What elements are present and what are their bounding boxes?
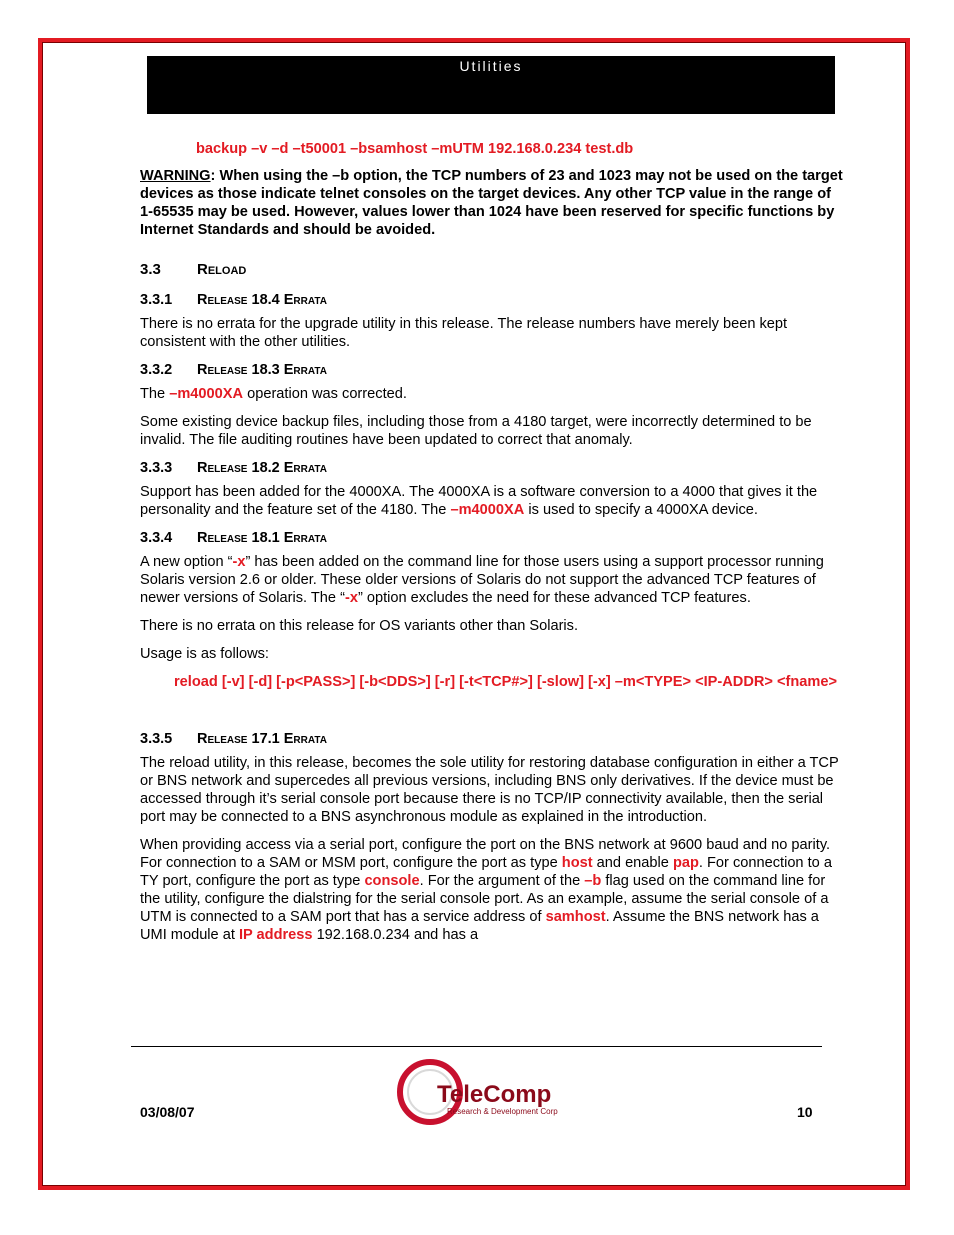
- subsection-heading-3-3-2: [140, 361, 844, 379]
- option-highlight: -x: [344, 590, 358, 606]
- subsection-title: Release 18.2 Errata: [197, 460, 327, 476]
- paragraph: [140, 385, 844, 403]
- subsection-heading-3-3-5: [140, 730, 844, 748]
- subsection-number: 3.3.5: [140, 731, 173, 747]
- text-run: and enable: [592, 855, 673, 871]
- text-run: operation was corrected.: [243, 386, 407, 402]
- text-run: . For connection to a TY port, configure the port as type: [140, 855, 832, 889]
- section-number: 3.3: [140, 261, 161, 278]
- logo-text: TeleComp: [437, 1081, 552, 1108]
- paragraph: Usage is as follows:: [140, 646, 269, 662]
- paragraph: [140, 483, 844, 519]
- subsection-title: Release 17.1 Errata: [197, 731, 327, 747]
- subsection-number: 3.3.4: [140, 530, 173, 546]
- keyword-highlight: pap: [672, 855, 699, 871]
- subsection-number: 3.3.1: [140, 292, 173, 308]
- warning-paragraph: [140, 167, 844, 239]
- backup-command: backup –v –d –t50001 –bsamhost –mUTM 192.168.0.234 test.db: [196, 141, 634, 157]
- text-run: ” has been added on the command line for those users using a support processor running Solaris version 2.6 or older. These older versions of Solaris do not support the advanced TCP features of newer versions of Solaris. The “: [140, 554, 824, 606]
- logo-subtext: Research & Development Corp: [447, 1107, 558, 1116]
- keyword-highlight: –b: [584, 873, 602, 889]
- section-title: Reload: [197, 261, 247, 278]
- keyword-highlight: console: [364, 873, 420, 889]
- paragraph: There is no errata on this release for OS variants other than Solaris.: [140, 618, 579, 634]
- footer-divider: [131, 1046, 822, 1047]
- usage-command: reload [-v] [-d] [-p<PASS>] [-b<DDS>] [-r] [-t<TCP#>] [-slow] [-x] –m<TYPE> <IP-ADDR> <fname>: [174, 674, 838, 690]
- header-title: Utilities: [459, 58, 523, 74]
- warning-label: WARNING: [140, 168, 211, 184]
- subsection-heading-3-3-1: [140, 291, 844, 309]
- subsection-title: Release 18.3 Errata: [197, 362, 327, 378]
- text-run: . For the argument of the: [419, 873, 585, 889]
- subsection-title: Release 18.1 Errata: [197, 530, 327, 546]
- paragraph: There is no errata for the upgrade utility in this release. The release numbers have merely been kept consistent with the other utilities.: [140, 316, 788, 350]
- paragraph: [140, 553, 844, 607]
- option-highlight: –m4000XA: [169, 386, 244, 402]
- warning-text: : When using the –b option, the TCP numbers of 23 and 1023 may not be used on the target devices as those indicate telnet consoles on the target devices. Any other TCP value in the range of 1-65535 may be used. However, values lower than 1024 have been reserved for specific functions by Internet Standards and should be avoided.: [140, 168, 843, 238]
- footer-date: 03/08/07: [140, 1104, 195, 1120]
- text-run: . Assume the BNS network has a UMI module at: [140, 909, 819, 943]
- section-heading: [140, 261, 844, 279]
- paragraph: Some existing device backup files, including those from a 4180 target, were incorrectly determined to be invalid. The file auditing routines have been updated to correct that anomaly.: [140, 414, 812, 448]
- option-highlight: -x: [232, 554, 246, 570]
- text-run: The: [140, 386, 170, 402]
- text-run: is used to specify a 4000XA device.: [524, 502, 758, 518]
- text-run: Support has been added for the 4000XA. The 4000XA is a software conversion to a 4000 that gives it the personality and the feature set of the 4180. The: [140, 484, 818, 518]
- keyword-highlight: host: [561, 855, 593, 871]
- subsection-number: 3.3.2: [140, 362, 173, 378]
- keyword-highlight: samhost: [545, 909, 606, 925]
- paragraph: The reload utility, in this release, becomes the sole utility for restoring database configuration in either a TCP or BNS network and supercedes all previous versions, including BNS only derivatives. If the device must be accessed through it’s serial console port because there is no TCP/IP connectivity available, then the serial port may be connected to a BNS asynchronous module as explained in the introduction.: [140, 755, 839, 825]
- subsection-number: 3.3.3: [140, 460, 173, 476]
- subsection-title: Release 18.4 Errata: [197, 292, 327, 308]
- paragraph: [140, 836, 844, 944]
- text-run: A new option “: [140, 554, 233, 570]
- page-number: 10: [797, 1104, 813, 1120]
- telecomp-logo: [395, 1052, 575, 1132]
- text-run: ” option excludes the need for these advanced TCP features.: [357, 590, 751, 606]
- text-run: When providing access via a serial port, configure the port on the BNS network at 9600 baud and no parity. For connection to a SAM or MSM port, configure the port as type: [140, 837, 831, 871]
- text-run: 192.168.0.234 and has a: [312, 927, 479, 943]
- subsection-heading-3-3-4: [140, 529, 844, 547]
- text-run: flag used on the command line for the utility, configure the dialstring for the serial console port. As an example, assume the serial console of a UTM is connected to a SAM port that has a service address of: [140, 873, 829, 925]
- keyword-highlight: IP address: [238, 927, 313, 943]
- document-body: [140, 140, 844, 954]
- header-bar: [147, 56, 835, 114]
- option-highlight: –m4000XA: [450, 502, 525, 518]
- subsection-heading-3-3-3: [140, 459, 844, 477]
